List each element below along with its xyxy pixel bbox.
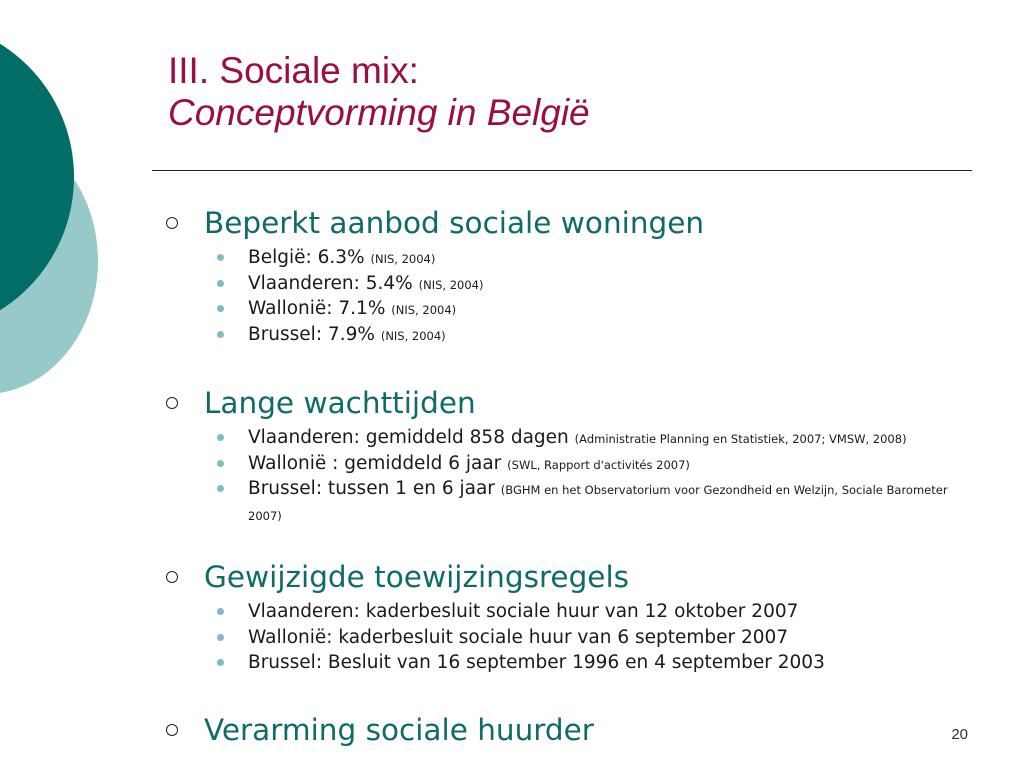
item-text: Vlaanderen: gemiddeld 858 dagen xyxy=(248,427,569,448)
bullet-list xyxy=(164,245,994,347)
section-heading-text: Beperkt aanbod sociale woningen xyxy=(204,206,705,240)
section-beperkt-aanbod xyxy=(164,201,994,347)
item-text: Wallonië: 7.1% xyxy=(248,298,386,319)
section-verarming xyxy=(164,708,994,752)
section-heading xyxy=(164,201,994,245)
title-divider xyxy=(152,170,972,171)
hollow-circle-bullet-icon xyxy=(166,217,178,229)
filled-dot-bullet-icon xyxy=(217,659,224,666)
item-text: Vlaanderen: kaderbesluit sociale huur van 12 oktober 2007 xyxy=(248,601,799,622)
item-text: België: 6.3% xyxy=(248,247,365,268)
list-item xyxy=(164,451,994,477)
item-text: Brussel: 7.9% xyxy=(248,323,375,345)
list-item xyxy=(164,650,994,676)
item-text: Wallonië : gemiddeld 6 jaar xyxy=(248,452,502,474)
filled-dot-bullet-icon xyxy=(217,460,224,467)
list-item xyxy=(164,476,994,527)
item-text: Brussel: tussen 1 en 6 jaar xyxy=(248,478,495,499)
filled-dot-bullet-icon xyxy=(217,608,224,615)
section-lange-wachttijden xyxy=(164,381,994,527)
section-toewijzingsregels xyxy=(164,555,994,676)
section-heading xyxy=(164,381,994,425)
list-item xyxy=(164,322,994,348)
section-heading xyxy=(164,555,994,599)
section-heading-text: Gewijzigde toewijzingsregels xyxy=(204,560,630,594)
item-text: Wallonië: kaderbesluit sociale huur van 6 september 2007 xyxy=(248,626,789,648)
filled-dot-bullet-icon xyxy=(217,254,224,261)
page-number: 20 xyxy=(951,726,968,743)
item-citation: (NIS, 2004) xyxy=(370,252,436,266)
list-item xyxy=(164,599,994,625)
section-heading-text: Verarming sociale huurder xyxy=(204,712,594,747)
filled-dot-bullet-icon xyxy=(217,305,224,312)
item-citation: (BGHM en het Observatorium voor Gezondheid en Welzijn, Sociale Barometer 2007) xyxy=(248,483,948,523)
list-item xyxy=(164,425,994,451)
item-citation: (SWL, Rapport d'activités 2007) xyxy=(507,457,690,472)
filled-dot-bullet-icon xyxy=(217,280,224,287)
item-citation: (NIS, 2004) xyxy=(391,303,457,317)
item-text: Vlaanderen: 5.4% xyxy=(248,272,413,294)
filled-dot-bullet-icon xyxy=(217,434,224,441)
filled-dot-bullet-icon xyxy=(217,634,224,641)
slide-title xyxy=(168,50,590,134)
list-item xyxy=(164,296,994,322)
section-heading-text: Lange wachttijden xyxy=(204,386,476,420)
item-citation: (NIS, 2004) xyxy=(418,277,484,292)
hollow-circle-bullet-icon xyxy=(166,571,178,583)
list-item xyxy=(164,245,994,271)
title-line-1: III. Sociale mix: xyxy=(168,50,419,91)
list-item xyxy=(164,271,994,297)
hollow-circle-bullet-icon xyxy=(166,724,178,736)
section-heading xyxy=(164,708,994,752)
item-citation: (Administratie Planning en Statistiek, 2007; VMSW, 2008) xyxy=(574,432,907,446)
bullet-list xyxy=(164,599,994,676)
filled-dot-bullet-icon xyxy=(217,331,224,338)
list-item xyxy=(164,625,994,651)
item-text: Brussel: Besluit van 16 september 1996 en 4 september 2003 xyxy=(248,652,825,673)
slide-body xyxy=(164,201,994,784)
filled-dot-bullet-icon xyxy=(217,485,224,492)
item-citation: (NIS, 2004) xyxy=(380,328,446,343)
bullet-list xyxy=(164,425,994,527)
hollow-circle-bullet-icon xyxy=(166,397,178,409)
title-line-2: Conceptvorming in België xyxy=(168,92,590,133)
